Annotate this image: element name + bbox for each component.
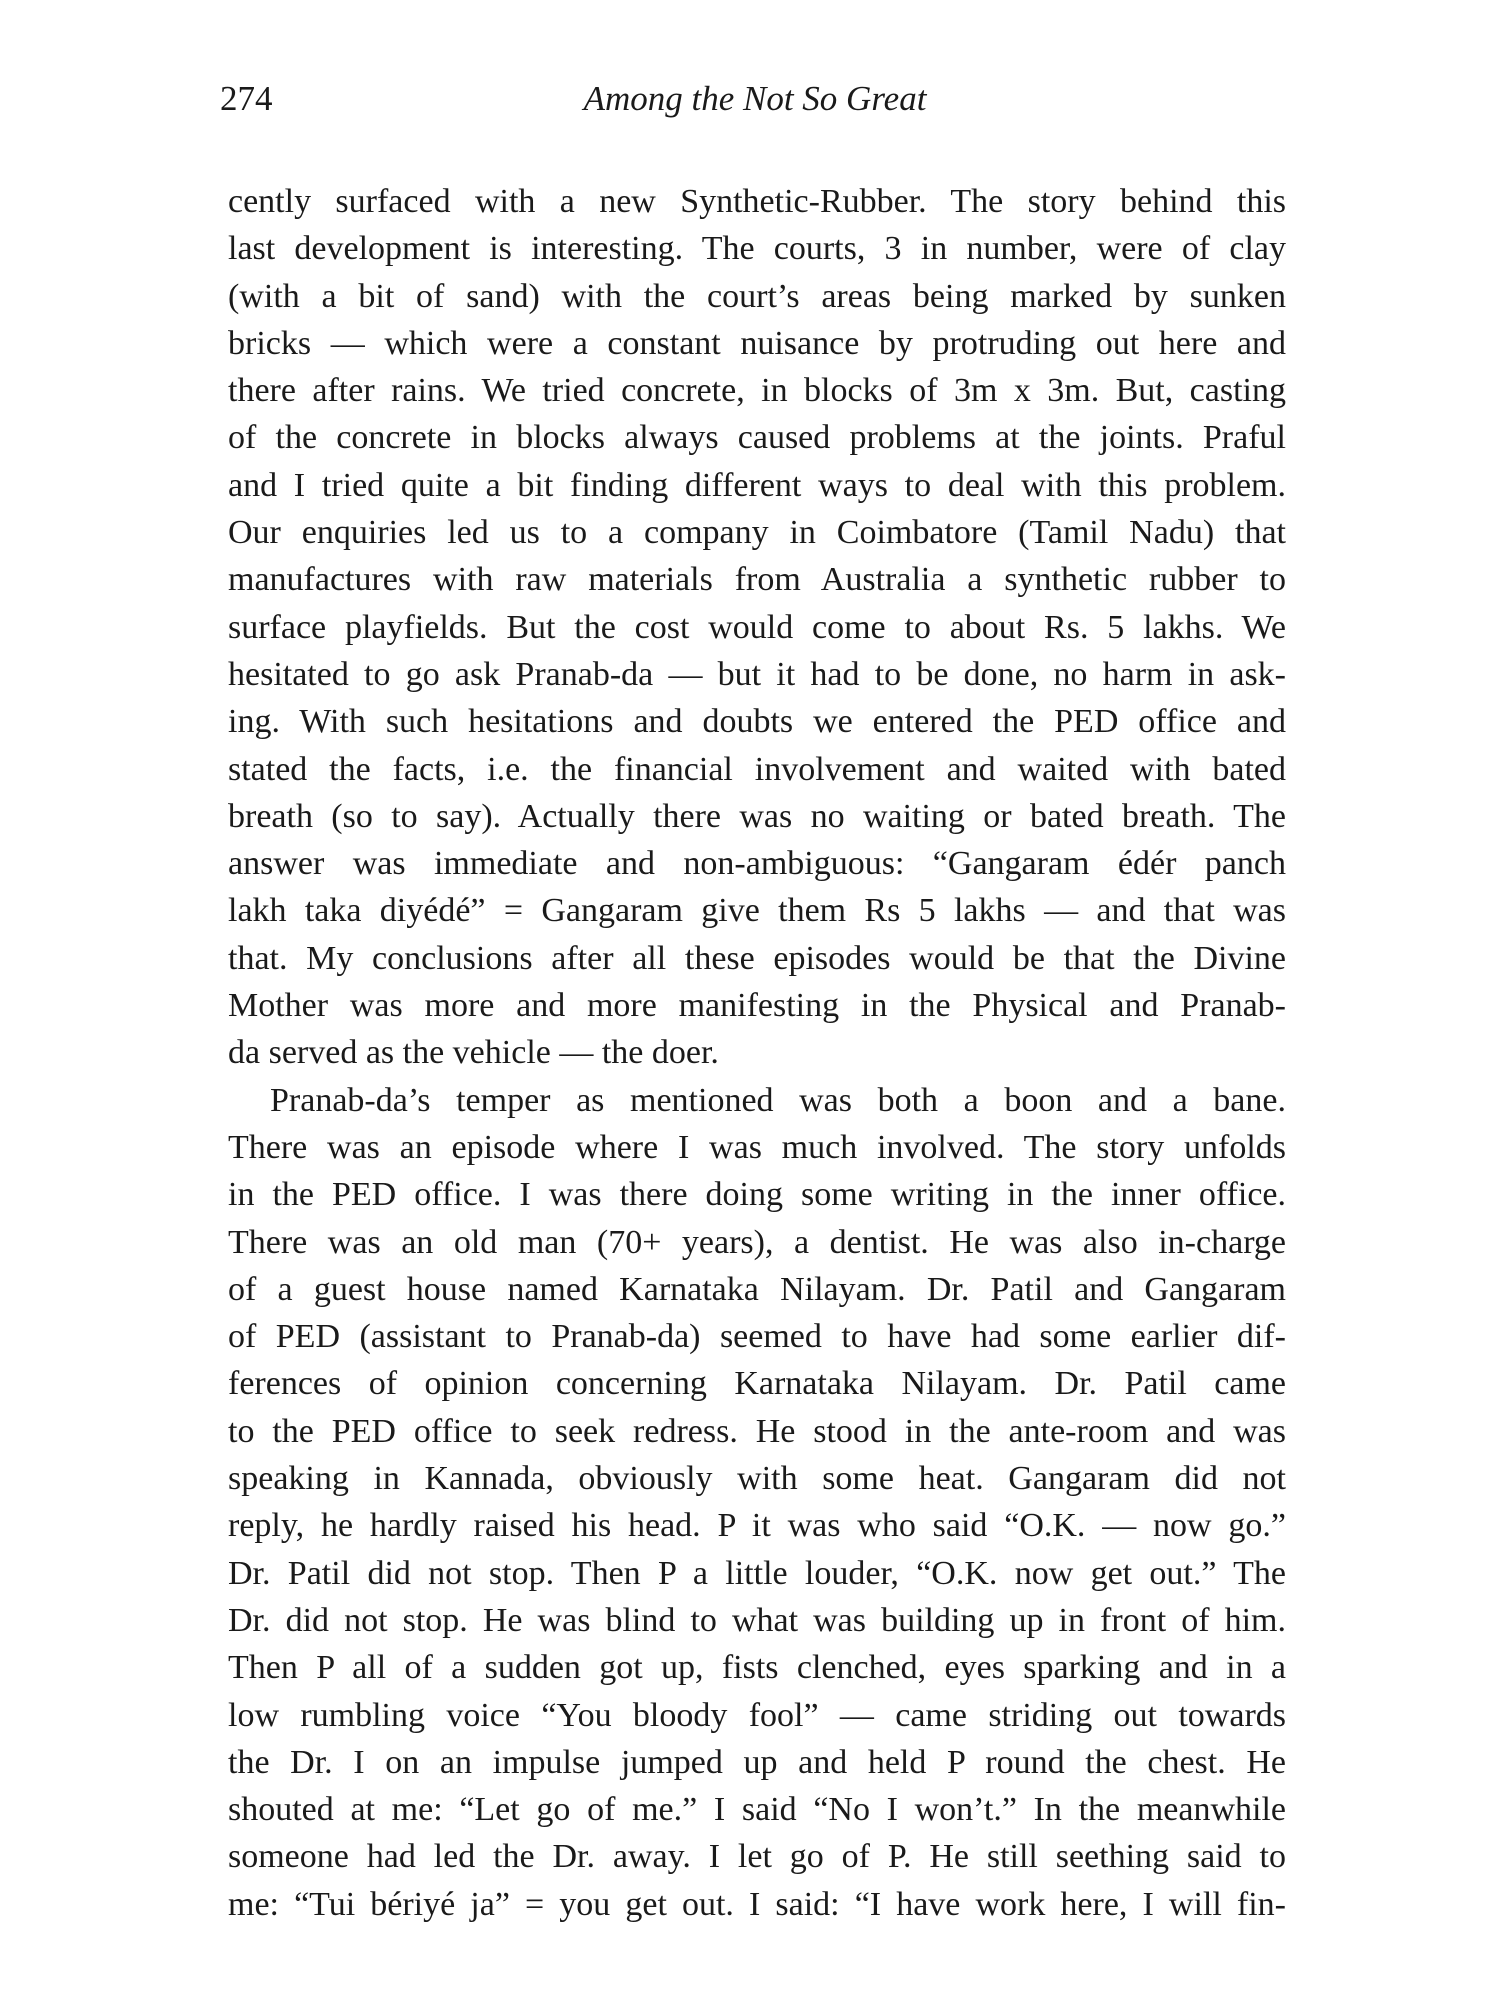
- text-line: me: “Tui bériyé ja” = you get out. I said: “I have work here, I will fin-: [228, 1885, 1286, 1923]
- page-number: 274: [220, 79, 273, 118]
- text-line: that. My conclusions after all these episodes would be that the Divine: [228, 939, 1286, 977]
- text-line: there after rains. We tried concrete, in blocks of 3m x 3m. But, casting: [228, 372, 1286, 410]
- text-line: Our enquiries led us to a company in Coimbatore (Tamil Nadu) that: [228, 514, 1286, 552]
- text-line: reply, he hardly raised his head. P it was who said “O.K. — now go.”: [228, 1507, 1286, 1545]
- text-line: low rumbling voice “You bloody fool” — came striding out towards: [228, 1696, 1286, 1734]
- text-line: ferences of opinion concerning Karnataka Nilayam. Dr. Patil came: [228, 1365, 1286, 1403]
- text-line: bricks — which were a constant nuisance by protruding out here and: [228, 324, 1286, 362]
- text-line: Pranab-da’s temper as mentioned was both a boon and a bane.: [270, 1081, 1286, 1119]
- text-line: of the concrete in blocks always caused problems at the joints. Praful: [228, 419, 1286, 457]
- text-line: and I tried quite a bit finding different ways to deal with this problem.: [228, 466, 1286, 504]
- text-line: of PED (assistant to Pranab-da) seemed to have had some earlier dif-: [228, 1318, 1286, 1356]
- text-line: Mother was more and more manifesting in the Physical and Pranab-: [228, 987, 1286, 1025]
- text-line: Dr. Patil did not stop. Then P a little louder, “O.K. now get out.” The: [228, 1554, 1286, 1592]
- text-line: lakh taka diyédé” = Gangaram give them Rs 5 lakhs — and that was: [228, 892, 1286, 930]
- text-line: There was an episode where I was much involved. The story unfolds: [228, 1128, 1286, 1166]
- text-line: someone had led the Dr. away. I let go of P. He still seething said to: [228, 1838, 1286, 1876]
- text-line: of a guest house named Karnataka Nilayam. Dr. Patil and Gangaram: [228, 1270, 1286, 1308]
- text-line: shouted at me: “Let go of me.” I said “No I won’t.” In the meanwhile: [228, 1791, 1286, 1829]
- text-line: da served as the vehicle — the doer.: [228, 1034, 719, 1072]
- running-head: [220, 74, 1290, 124]
- text-line: breath (so to say). Actually there was no waiting or bated breath. The: [228, 797, 1286, 835]
- text-line: Then P all of a sudden got up, fists clenched, eyes sparking and in a: [228, 1649, 1286, 1687]
- text-line: surface playfields. But the cost would come to about Rs. 5 lakhs. We: [228, 608, 1286, 646]
- text-line: speaking in Kannada, obviously with some heat. Gangaram did not: [228, 1460, 1286, 1498]
- text-line: to the PED office to seek redress. He stood in the ante-room and was: [228, 1412, 1286, 1450]
- text-line: Dr. did not stop. He was blind to what was building up in front of him.: [228, 1601, 1286, 1639]
- text-line: manufactures with raw materials from Australia a synthetic rubber to: [228, 561, 1286, 599]
- text-line: hesitated to go ask Pranab-da — but it had to be done, no harm in ask-: [228, 655, 1286, 693]
- text-line: in the PED office. I was there doing some writing in the inner office.: [228, 1176, 1286, 1214]
- text-line: last development is interesting. The courts, 3 in number, were of clay: [228, 230, 1286, 268]
- text-line: ing. With such hesitations and doubts we entered the PED office and: [228, 703, 1286, 741]
- text-line: cently surfaced with a new Synthetic-Rubber. The story behind this: [228, 183, 1286, 220]
- text-line: answer was immediate and non-ambiguous: “Gangaram édér panch: [228, 845, 1286, 883]
- text-line: stated the facts, i.e. the financial involvement and waited with bated: [228, 750, 1286, 788]
- text-line: (with a bit of sand) with the court’s areas being marked by sunken: [228, 277, 1286, 315]
- body-text: [228, 178, 1286, 1928]
- text-line: the Dr. I on an impulse jumped up and held P round the chest. He: [228, 1743, 1286, 1781]
- text-line: There was an old man (70+ years), a dentist. He was also in-charge: [228, 1223, 1286, 1261]
- running-title: Among the Not So Great: [583, 79, 927, 118]
